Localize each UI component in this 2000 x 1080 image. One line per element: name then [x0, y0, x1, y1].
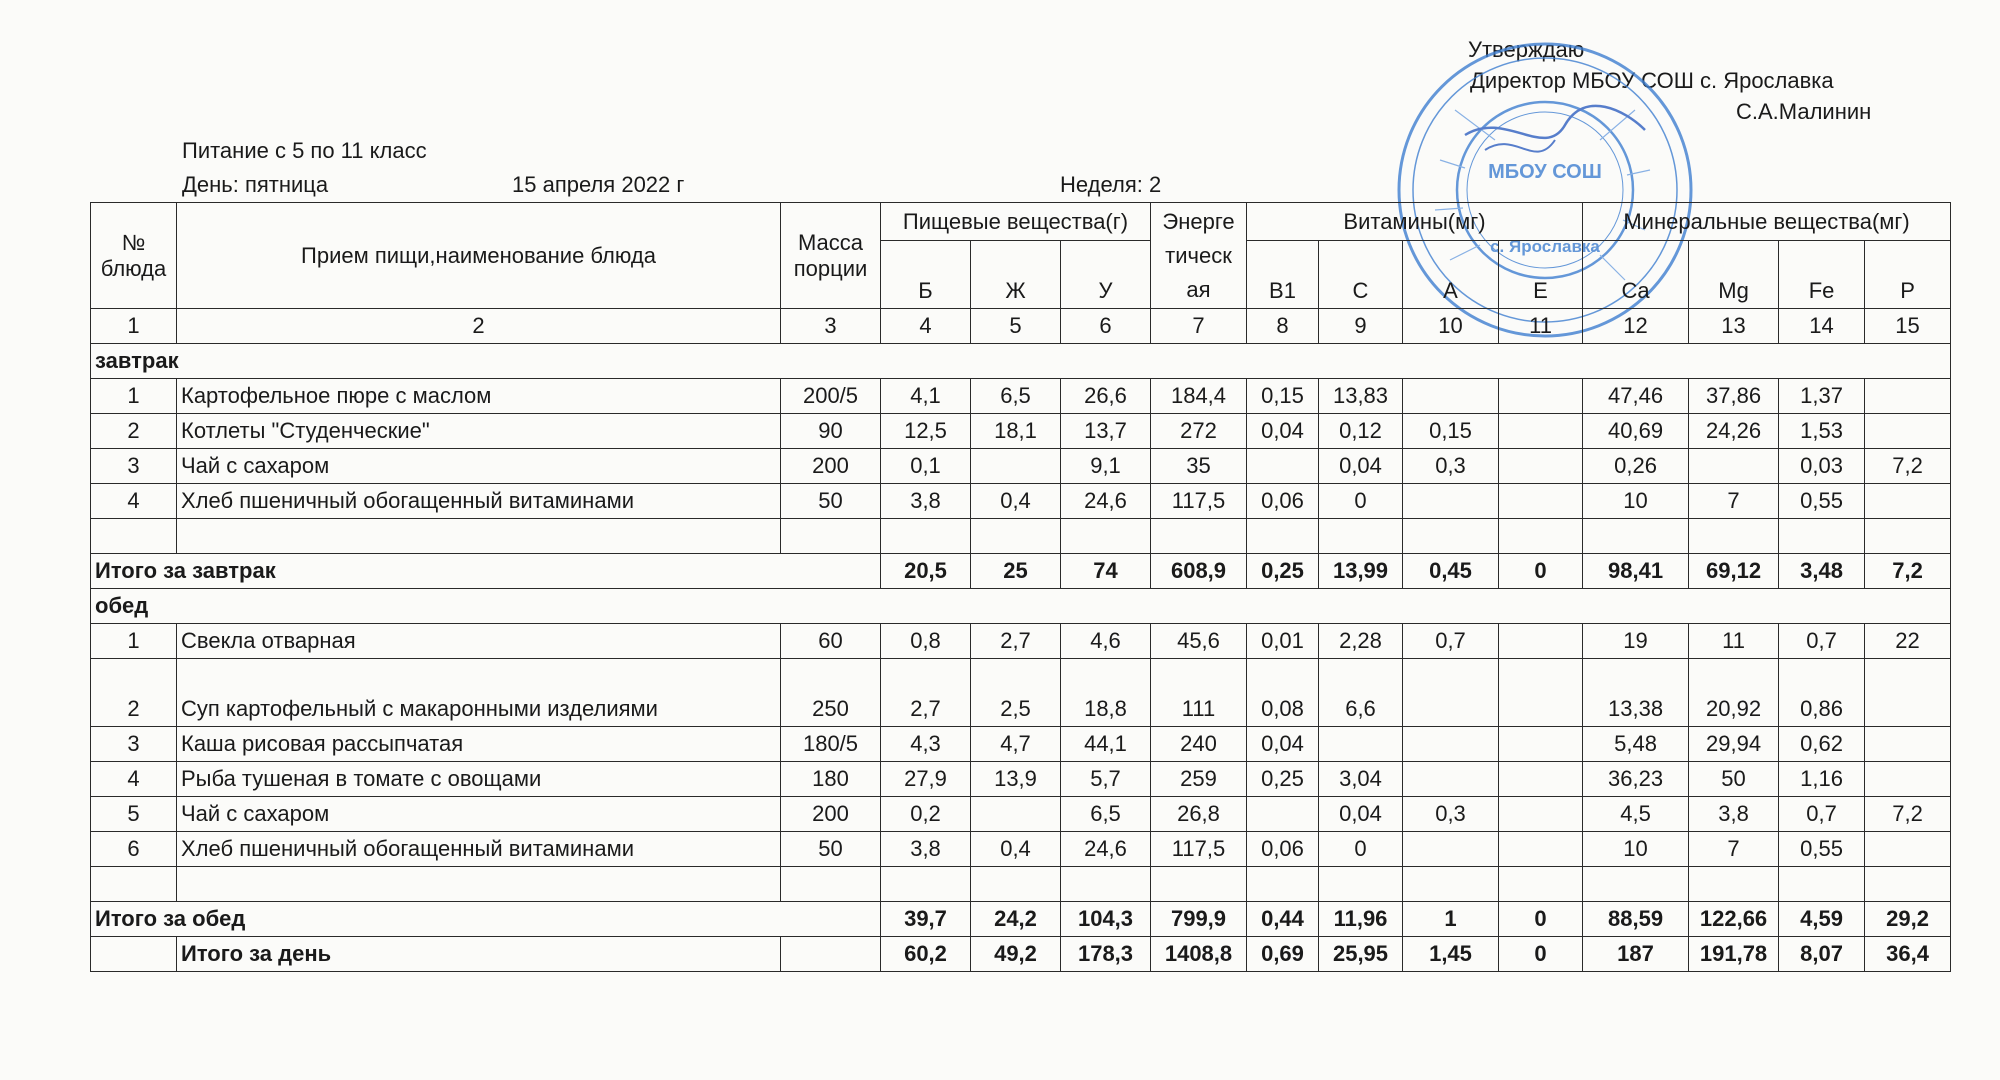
empty-cell	[1689, 867, 1779, 902]
sub-header-cell: C	[1319, 241, 1403, 309]
table-cell: 272	[1151, 414, 1247, 449]
table-cell: 60	[781, 624, 881, 659]
table-cell: 0,06	[1247, 484, 1319, 519]
table-cell: 0,08	[1247, 659, 1319, 727]
empty-cell	[91, 937, 177, 972]
column-number-cell: 9	[1319, 309, 1403, 344]
table-cell: 5,7	[1061, 762, 1151, 797]
table-cell: 0,7	[1403, 624, 1499, 659]
header-mass: Масса порции	[781, 203, 881, 309]
table-cell	[971, 797, 1061, 832]
table-row	[91, 624, 1951, 659]
table-cell: 0,4	[971, 484, 1061, 519]
empty-cell	[1689, 519, 1779, 554]
empty-cell	[1583, 867, 1689, 902]
column-number-row	[91, 309, 1951, 344]
table-cell: 250	[781, 659, 881, 727]
table-cell: 50	[1689, 762, 1779, 797]
header-vitamins: Витамины(мг)	[1247, 203, 1583, 241]
header-dish-number: № блюда	[91, 203, 177, 309]
approval-signatory: С.А.Малинин	[1736, 99, 1872, 124]
table-cell	[1319, 727, 1403, 762]
table-cell	[1499, 762, 1583, 797]
empty-cell	[1583, 519, 1689, 554]
table-cell: 0,04	[1247, 727, 1319, 762]
table-cell: 0,15	[1403, 414, 1499, 449]
column-number-cell: 11	[1499, 309, 1583, 344]
empty-cell	[1403, 519, 1499, 554]
table-cell	[1689, 449, 1779, 484]
table-cell	[1865, 379, 1951, 414]
table-cell: 0,62	[1779, 727, 1865, 762]
table-cell: 0,55	[1779, 484, 1865, 519]
column-number-cell: 6	[1061, 309, 1151, 344]
approval-title: Утверждаю	[1468, 37, 1585, 62]
week-label: Неделя: 2	[1060, 172, 1162, 197]
table-cell: 6,5	[971, 379, 1061, 414]
total-cell: 0,45	[1403, 554, 1499, 589]
dish-name-cell: Рыба тушеная в томате с овощами	[177, 762, 781, 797]
column-number-cell: 3	[781, 309, 881, 344]
total-cell: 74	[1061, 554, 1151, 589]
total-cell: 69,12	[1689, 554, 1779, 589]
date-label: 15 апреля 2022 г	[512, 172, 685, 197]
total-cell: 20,5	[881, 554, 971, 589]
table-cell: 2,7	[971, 624, 1061, 659]
table-cell: 37,86	[1689, 379, 1779, 414]
total-label: Итого за день	[177, 937, 781, 972]
total-cell: 799,9	[1151, 902, 1247, 937]
total-cell: 0,44	[1247, 902, 1319, 937]
total-cell: 11,96	[1319, 902, 1403, 937]
column-number-cell: 10	[1403, 309, 1499, 344]
table-cell	[1865, 659, 1951, 727]
table-cell	[1499, 727, 1583, 762]
table-cell: 12,5	[881, 414, 971, 449]
empty-cell	[1865, 519, 1951, 554]
table-cell: 10	[1583, 484, 1689, 519]
table-cell: 0,55	[1779, 832, 1865, 867]
table-cell: 0,12	[1319, 414, 1403, 449]
empty-cell	[1403, 867, 1499, 902]
table-cell: 0,3	[1403, 449, 1499, 484]
dish-name-cell: Хлеб пшеничный обогащенный витаминами	[177, 484, 781, 519]
sub-header-cell: Mg	[1689, 241, 1779, 309]
table-row	[91, 484, 1951, 519]
sub-header-cell: Б	[881, 241, 971, 309]
column-number-cell: 4	[881, 309, 971, 344]
column-number-cell: 5	[971, 309, 1061, 344]
sub-header-cell: У	[1061, 241, 1151, 309]
table-cell: 0,25	[1247, 762, 1319, 797]
total-cell: 36,4	[1865, 937, 1951, 972]
table-cell: 7	[1689, 484, 1779, 519]
total-cell: 60,2	[881, 937, 971, 972]
table-cell: 0,3	[1403, 797, 1499, 832]
table-cell: 27,9	[881, 762, 971, 797]
total-label: Итого за обед	[91, 902, 881, 937]
table-cell: 90	[781, 414, 881, 449]
empty-row	[91, 519, 1951, 554]
total-cell: 187	[1583, 937, 1689, 972]
empty-cell	[881, 867, 971, 902]
empty-cell	[781, 867, 881, 902]
table-cell	[1403, 832, 1499, 867]
total-cell: 4,59	[1779, 902, 1865, 937]
table-cell: 0,8	[881, 624, 971, 659]
header-minerals: Минеральные вещества(мг)	[1583, 203, 1951, 241]
table-cell: 180	[781, 762, 881, 797]
table-cell: 0,01	[1247, 624, 1319, 659]
table-cell: 50	[781, 832, 881, 867]
table-cell: 3,04	[1319, 762, 1403, 797]
table-cell: 5	[91, 797, 177, 832]
table-cell: 3	[91, 449, 177, 484]
table-row	[91, 762, 1951, 797]
total-cell: 0	[1499, 554, 1583, 589]
table-cell: 2,28	[1319, 624, 1403, 659]
table-cell: 6,5	[1061, 797, 1151, 832]
empty-cell	[1499, 519, 1583, 554]
approval-director: Директор МБОУ СОШ с. Ярославка	[1470, 68, 1834, 93]
table-row	[91, 727, 1951, 762]
table-cell: 24,6	[1061, 484, 1151, 519]
table-cell: 0,04	[1247, 414, 1319, 449]
empty-cell	[1779, 867, 1865, 902]
table-cell: 13,38	[1583, 659, 1689, 727]
table-cell: 7,2	[1865, 797, 1951, 832]
table-cell: 0,1	[881, 449, 971, 484]
table-cell: 259	[1151, 762, 1247, 797]
table-cell: 3,8	[881, 484, 971, 519]
empty-cell	[1779, 519, 1865, 554]
empty-cell	[1061, 519, 1151, 554]
empty-cell	[1151, 519, 1247, 554]
table-cell: 5,48	[1583, 727, 1689, 762]
table-cell: 6	[91, 832, 177, 867]
table-cell: 4	[91, 484, 177, 519]
table-cell: 0,15	[1247, 379, 1319, 414]
column-number-cell: 2	[177, 309, 781, 344]
total-day-row	[91, 937, 1951, 972]
table-cell: 1,53	[1779, 414, 1865, 449]
total-cell: 3,48	[1779, 554, 1865, 589]
table-cell: 4,6	[1061, 624, 1151, 659]
table-cell	[1499, 659, 1583, 727]
table-cell: 50	[781, 484, 881, 519]
table-cell: 1	[91, 379, 177, 414]
table-cell: 7	[1689, 832, 1779, 867]
section-title: обед	[91, 589, 1951, 624]
empty-cell	[1247, 867, 1319, 902]
empty-cell	[781, 519, 881, 554]
empty-cell	[91, 867, 177, 902]
table-cell: 200/5	[781, 379, 881, 414]
table-cell: 0	[1319, 484, 1403, 519]
table-cell: 36,23	[1583, 762, 1689, 797]
total-cell: 122,66	[1689, 902, 1779, 937]
empty-cell	[1061, 867, 1151, 902]
total-cell: 88,59	[1583, 902, 1689, 937]
table-cell: 0,04	[1319, 449, 1403, 484]
column-number-cell: 12	[1583, 309, 1689, 344]
table-cell: 184,4	[1151, 379, 1247, 414]
table-cell: 47,46	[1583, 379, 1689, 414]
table-cell: 2,7	[881, 659, 971, 727]
table-cell: 10	[1583, 832, 1689, 867]
sub-header-cell: P	[1865, 241, 1951, 309]
empty-cell	[971, 867, 1061, 902]
table-cell: 117,5	[1151, 832, 1247, 867]
table-cell: 24,6	[1061, 832, 1151, 867]
total-cell: 25,95	[1319, 937, 1403, 972]
table-cell: 0,26	[1583, 449, 1689, 484]
table-cell	[1499, 624, 1583, 659]
table-cell: 13,7	[1061, 414, 1151, 449]
day-label: День: пятница	[182, 172, 329, 197]
header-nutrients: Пищевые вещества(г)	[881, 203, 1151, 241]
table-cell	[1865, 414, 1951, 449]
table-cell: 4,1	[881, 379, 971, 414]
table-cell: 19	[1583, 624, 1689, 659]
table-cell: 1	[91, 624, 177, 659]
total-cell: 0,69	[1247, 937, 1319, 972]
empty-cell	[881, 519, 971, 554]
table-cell: 117,5	[1151, 484, 1247, 519]
empty-cell	[1247, 519, 1319, 554]
table-cell: 111	[1151, 659, 1247, 727]
table-cell: 7,2	[1865, 449, 1951, 484]
column-number-cell: 7	[1151, 309, 1247, 344]
column-number-cell: 15	[1865, 309, 1951, 344]
table-cell: 11	[1689, 624, 1779, 659]
table-cell: 35	[1151, 449, 1247, 484]
table-cell: 2	[91, 659, 177, 727]
section-title: завтрак	[91, 344, 1951, 379]
header-dish-name: Прием пищи,наименование блюда	[177, 203, 781, 309]
column-number-cell: 8	[1247, 309, 1319, 344]
page-title: Питание с 5 по 11 класс	[182, 138, 427, 163]
sub-header-cell: E	[1499, 241, 1583, 309]
table-cell: 4,3	[881, 727, 971, 762]
total-cell: 49,2	[971, 937, 1061, 972]
table-cell: 0,4	[971, 832, 1061, 867]
sub-header-cell: Ж	[971, 241, 1061, 309]
dish-name-cell: Суп картофельный с макаронными изделиями	[177, 659, 781, 727]
total-cell: 1,45	[1403, 937, 1499, 972]
table-cell: 3	[91, 727, 177, 762]
table-cell	[1865, 762, 1951, 797]
dish-name-cell: Хлеб пшеничный обогащенный витаминами	[177, 832, 781, 867]
total-cell: 0	[1499, 937, 1583, 972]
table-row	[91, 797, 1951, 832]
table-cell	[1499, 797, 1583, 832]
table-cell: 20,92	[1689, 659, 1779, 727]
table-cell	[1403, 762, 1499, 797]
table-cell: 26,6	[1061, 379, 1151, 414]
empty-cell	[781, 937, 881, 972]
table-cell: 24,26	[1689, 414, 1779, 449]
table-cell	[1499, 379, 1583, 414]
column-number-cell: 14	[1779, 309, 1865, 344]
table-cell: 44,1	[1061, 727, 1151, 762]
sub-header-cell: Fe	[1779, 241, 1865, 309]
table-cell: 40,69	[1583, 414, 1689, 449]
table-cell: 0,03	[1779, 449, 1865, 484]
table-cell	[1499, 484, 1583, 519]
section-breakfast	[91, 344, 1951, 379]
table-cell	[1499, 832, 1583, 867]
table-cell: 240	[1151, 727, 1247, 762]
table-cell	[1247, 449, 1319, 484]
total-label: Итого за завтрак	[91, 554, 881, 589]
table-cell	[1403, 484, 1499, 519]
dish-name-cell: Свекла отварная	[177, 624, 781, 659]
total-cell: 39,7	[881, 902, 971, 937]
dish-name-cell: Каша рисовая рассыпчатая	[177, 727, 781, 762]
table-cell: 13,83	[1319, 379, 1403, 414]
table-cell: 0,86	[1779, 659, 1865, 727]
table-cell: 9,1	[1061, 449, 1151, 484]
total-cell: 98,41	[1583, 554, 1689, 589]
table-cell	[1403, 727, 1499, 762]
empty-cell	[1319, 867, 1403, 902]
table-cell: 0,04	[1319, 797, 1403, 832]
empty-cell	[971, 519, 1061, 554]
table-cell	[1499, 414, 1583, 449]
table-cell: 4	[91, 762, 177, 797]
total-cell: 0	[1499, 902, 1583, 937]
table-cell: 0,2	[881, 797, 971, 832]
empty-cell	[177, 519, 781, 554]
total-cell: 1	[1403, 902, 1499, 937]
table-cell	[1403, 379, 1499, 414]
total-cell: 24,2	[971, 902, 1061, 937]
table-cell	[1865, 832, 1951, 867]
total-breakfast-row	[91, 554, 1951, 589]
table-cell: 2	[91, 414, 177, 449]
table-cell	[971, 449, 1061, 484]
table-cell: 26,8	[1151, 797, 1247, 832]
empty-cell	[1499, 867, 1583, 902]
total-cell: 8,07	[1779, 937, 1865, 972]
table-row	[91, 414, 1951, 449]
table-cell: 0,7	[1779, 797, 1865, 832]
total-cell: 0,25	[1247, 554, 1319, 589]
dish-name-cell: Чай с сахаром	[177, 797, 781, 832]
table-cell: 200	[781, 449, 881, 484]
empty-row	[91, 867, 1951, 902]
table-cell: 180/5	[781, 727, 881, 762]
section-lunch	[91, 589, 1951, 624]
table-cell: 1,16	[1779, 762, 1865, 797]
total-cell: 178,3	[1061, 937, 1151, 972]
table-cell	[1865, 484, 1951, 519]
header-energy: Энерге тическ ая	[1151, 203, 1247, 309]
sub-header-cell: B1	[1247, 241, 1319, 309]
table-cell: 29,94	[1689, 727, 1779, 762]
table-cell: 4,5	[1583, 797, 1689, 832]
empty-cell	[1319, 519, 1403, 554]
total-cell: 608,9	[1151, 554, 1247, 589]
table-cell: 4,7	[971, 727, 1061, 762]
table-cell: 18,1	[971, 414, 1061, 449]
table-cell	[1403, 659, 1499, 727]
table-cell: 45,6	[1151, 624, 1247, 659]
dish-name-cell: Картофельное пюре с маслом	[177, 379, 781, 414]
sub-header-cell: A	[1403, 241, 1499, 309]
empty-cell	[91, 519, 177, 554]
table-row	[91, 379, 1951, 414]
table-cell	[1247, 797, 1319, 832]
dish-name-cell: Чай с сахаром	[177, 449, 781, 484]
table-cell: 18,8	[1061, 659, 1151, 727]
empty-cell	[1151, 867, 1247, 902]
table-cell: 1,37	[1779, 379, 1865, 414]
total-cell: 1408,8	[1151, 937, 1247, 972]
sub-header-cell: Ca	[1583, 241, 1689, 309]
column-number-cell: 13	[1689, 309, 1779, 344]
table-cell: 3,8	[1689, 797, 1779, 832]
table-cell: 22	[1865, 624, 1951, 659]
table-cell: 13,9	[971, 762, 1061, 797]
table-row	[91, 449, 1951, 484]
empty-cell	[177, 867, 781, 902]
table-row	[91, 659, 1951, 727]
table-cell	[1499, 449, 1583, 484]
total-cell: 13,99	[1319, 554, 1403, 589]
table-cell: 2,5	[971, 659, 1061, 727]
total-cell: 25	[971, 554, 1061, 589]
total-cell: 191,78	[1689, 937, 1779, 972]
empty-cell	[1865, 867, 1951, 902]
table-cell: 0,06	[1247, 832, 1319, 867]
column-number-cell: 1	[91, 309, 177, 344]
table-cell: 200	[781, 797, 881, 832]
table-cell: 6,6	[1319, 659, 1403, 727]
table-cell: 0,7	[1779, 624, 1865, 659]
total-lunch-row	[91, 902, 1951, 937]
seal-center-text: МБОУ СОШ	[1488, 161, 1602, 183]
total-cell: 104,3	[1061, 902, 1151, 937]
table-cell: 3,8	[881, 832, 971, 867]
table-row	[91, 832, 1951, 867]
table-cell	[1865, 727, 1951, 762]
table-cell: 0	[1319, 832, 1403, 867]
total-cell: 7,2	[1865, 554, 1951, 589]
dish-name-cell: Котлеты "Студенческие"	[177, 414, 781, 449]
seal-bottom-text: с. Ярославка	[1490, 237, 1600, 256]
menu-table	[90, 202, 1951, 972]
total-cell: 29,2	[1865, 902, 1951, 937]
